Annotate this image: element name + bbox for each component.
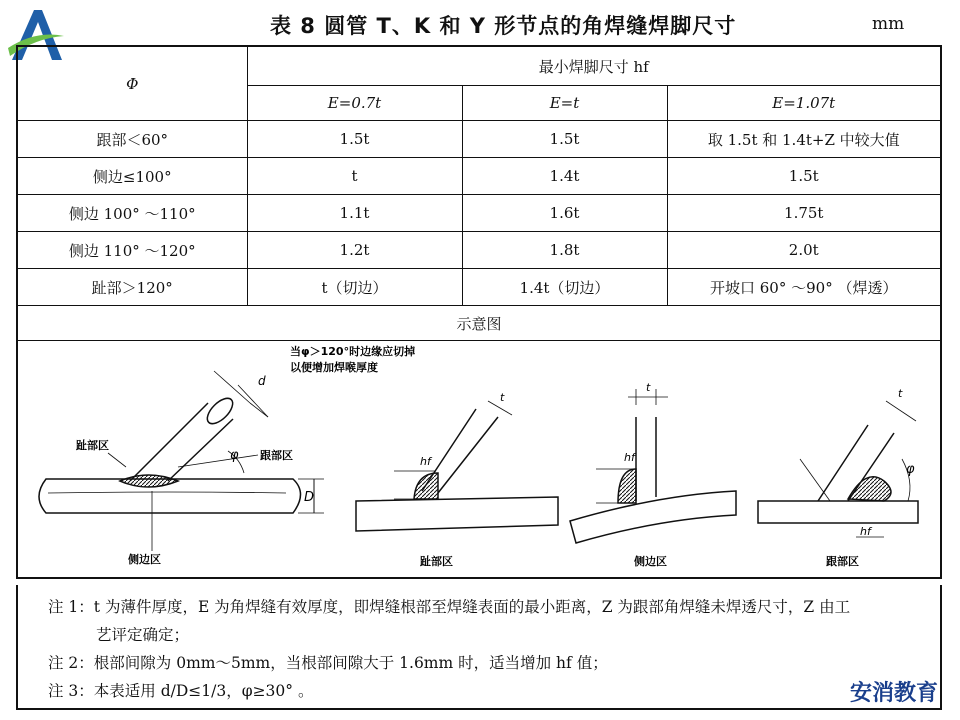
cell: 1.75t [667,195,941,232]
cell: 1.5t [247,121,462,158]
t-label: t [500,391,505,404]
table-row [17,195,941,232]
diagram-row [17,341,941,579]
side-sub-label: 侧边区 [634,555,667,568]
hf-label: hf [624,451,635,464]
diagram-cell [17,341,941,579]
row-label: 侧边≤100° [17,158,247,195]
weld-schematic [18,341,940,573]
cell: 1.4t（切边） [462,269,667,306]
heel-zone-label: 跟部区 [260,449,293,462]
table-row [17,232,941,269]
header-row [17,46,941,86]
note-2: 注 2：根部间隙为 0mm～5mm，当根部间隙大于 1.6mm 时，适当增加 hf 值； [48,654,608,672]
heel-sub-label: 跟部区 [826,555,859,568]
cell: 1.6t [462,195,667,232]
cut-note-line2: 以便增加焊喉厚度 [290,361,378,374]
hf-label: hf [420,455,431,468]
heel-detail-figure [758,401,918,537]
cell: 1.4t [462,158,667,195]
diagram-header: 示意图 [17,306,941,341]
page-title: 表 8 圆管 T、K 和 Y 形节点的角焊缝焊脚尺寸 [270,14,737,38]
cell: t [247,158,462,195]
diagram-header-row [17,306,941,341]
note-1-cont: 艺评定确定； [96,626,190,644]
unit-label: mm [872,14,905,34]
cell: 1.1t [247,195,462,232]
weld-size-table [16,45,942,579]
t-label: t [898,387,903,400]
table-row [17,121,941,158]
row-label: 趾部＞120° [17,269,247,306]
brand-watermark: 安消教育 [849,680,938,706]
cell: 1.5t [462,121,667,158]
cell: 开坡口 60° ～90° （焊透） [667,269,941,306]
col-header-2: E=t [462,86,667,121]
row-label: 跟部＜60° [17,121,247,158]
phi-label: φ [230,448,239,463]
col-header-3: E=1.07t [667,86,941,121]
min-size-header: 最小焊脚尺寸 hf [247,46,941,86]
col-header-1: E=0.7t [247,86,462,121]
table-row [17,269,941,306]
cell: 1.8t [462,232,667,269]
hf-label: hf [860,525,871,538]
cell: t（切边） [247,269,462,306]
cell: 1.5t [667,158,941,195]
cut-note-line1: 当φ＞120°时边缘应切掉 [290,345,416,358]
notes-section [16,585,942,710]
side-zone-label: 侧边区 [128,553,161,566]
row-label: 侧边 100° ～110° [17,195,247,232]
diameter-d-label: d [258,374,266,388]
row-label: 侧边 110° ～120° [17,232,247,269]
phi-header: Φ [17,46,247,121]
diameter-D-label: D [304,490,315,505]
toe-zone-label: 趾部区 [76,439,109,452]
note-1: 注 1：t 为薄件厚度，E 为角焊缝有效厚度，即焊缝根部至焊缝表面的最小距离，Z 为跟部角焊缝未焊透尺寸，Z 由工 [48,598,851,616]
toe-sub-label: 趾部区 [420,555,453,568]
cell: 取 1.5t 和 1.4t+Z 中较大值 [667,121,941,158]
cell: 2.0t [667,232,941,269]
toe-detail-figure [356,401,558,531]
note-3: 注 3：本表适用 d/D≤1/3，φ≥30° 。 [48,682,314,700]
table-row [17,158,941,195]
phi-label: φ [906,462,915,477]
cell: 1.2t [247,232,462,269]
t-label: t [646,381,651,394]
side-detail-figure [570,389,736,543]
